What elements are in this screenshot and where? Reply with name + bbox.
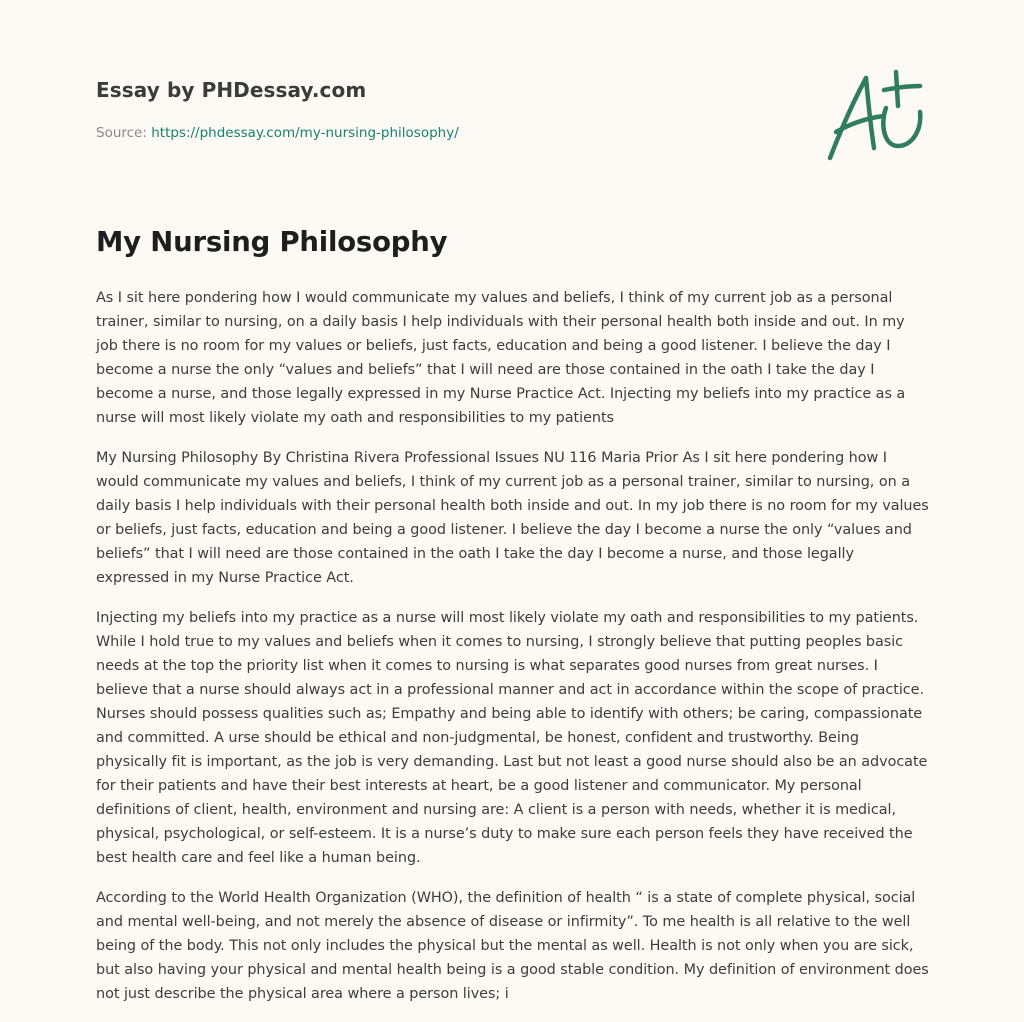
source-line <box>96 123 796 143</box>
essay-paragraph: Injecting my beliefs into my practice as a nurse will most likely violate my oath and responsibilities to my patients. While I hold true to my values and beliefs when it comes to nursing, I strongly believe that putting peoples basic needs at the top the priority list when it comes to nursing is what separates good nurses from great nurses. I believe that a nurse should always act in a professional manner and act in accordance within the scope of practice. Nurses should possess qualities such as; Empathy and being able to identify with others; be caring, compassionate and committed. A urse should be ethical and non-judgmental, be honest, confident and trustworthy. Being physically fit is important, as the job is very demanding. Last but not least a good nurse should also be an advocate for their patients and have their best interests at heart, be a good listener and communicator. My personal definitions of client, health, environment and nursing are: A client is a person with needs, whether it is medical, physical, psychological, or self-esteem. It is a nurse’s duty to make sure each person feels they have received the best health care and feel like a human being. <box>96 610 928 866</box>
essay-body <box>96 286 930 1022</box>
site-title: Essay by PHDessay.com <box>96 78 367 102</box>
source-label: Source: <box>96 125 152 141</box>
essay-paragraph: As I sit here pondering how I would communicate my values and beliefs, I think of my current job as a personal trainer, similar to nursing, on a daily basis I help individuals with their personal health both inside and out. In my job there is no room for my values or beliefs, just facts, education and being a good listener. I believe the day I become a nurse the only “values and beliefs” that I will need are those contained in the oath I take the day I become a nurse, and those legally expressed in my Nurse Practice Act. Injecting my beliefs into my practice as a nurse will most likely violate my oath and responsibilities to my patients <box>96 290 906 426</box>
source-link[interactable]: https://phdessay.com/my-nursing-philosophy/ <box>151 125 459 141</box>
essay-paragraph: My Nursing Philosophy By Christina Rivera Professional Issues NU 116 Maria Prior As I sit here pondering how I would communicate my values and beliefs, I think of my current job as a personal trainer, similar to nursing, on a daily basis I help individuals with their personal health both inside and out. In my job there is no room for my values or beliefs, just facts, education and being a good listener. I believe the day I become a nurse the only “values and beliefs” that I will need are those contained in the oath I take the day I become a nurse, and those legally expressed in my Nurse Practice Act. <box>96 450 929 586</box>
a-plus-logo-icon <box>822 66 928 166</box>
essay-paragraph: According to the World Health Organization (WHO), the definition of health “ is a state of complete physical, social and mental well-being, and not merely the absence of disease or infirmity”. To me health is all relative to the well being of the body. This not only includes the physical but the mental as well. Health is not only when you are sick, but also having your physical and mental health being is a good stable condition. My definition of environment does not just describe the physical area where a person lives; i <box>96 890 929 1002</box>
page-header <box>96 76 796 143</box>
essay-title: My Nursing Philosophy <box>96 226 448 258</box>
